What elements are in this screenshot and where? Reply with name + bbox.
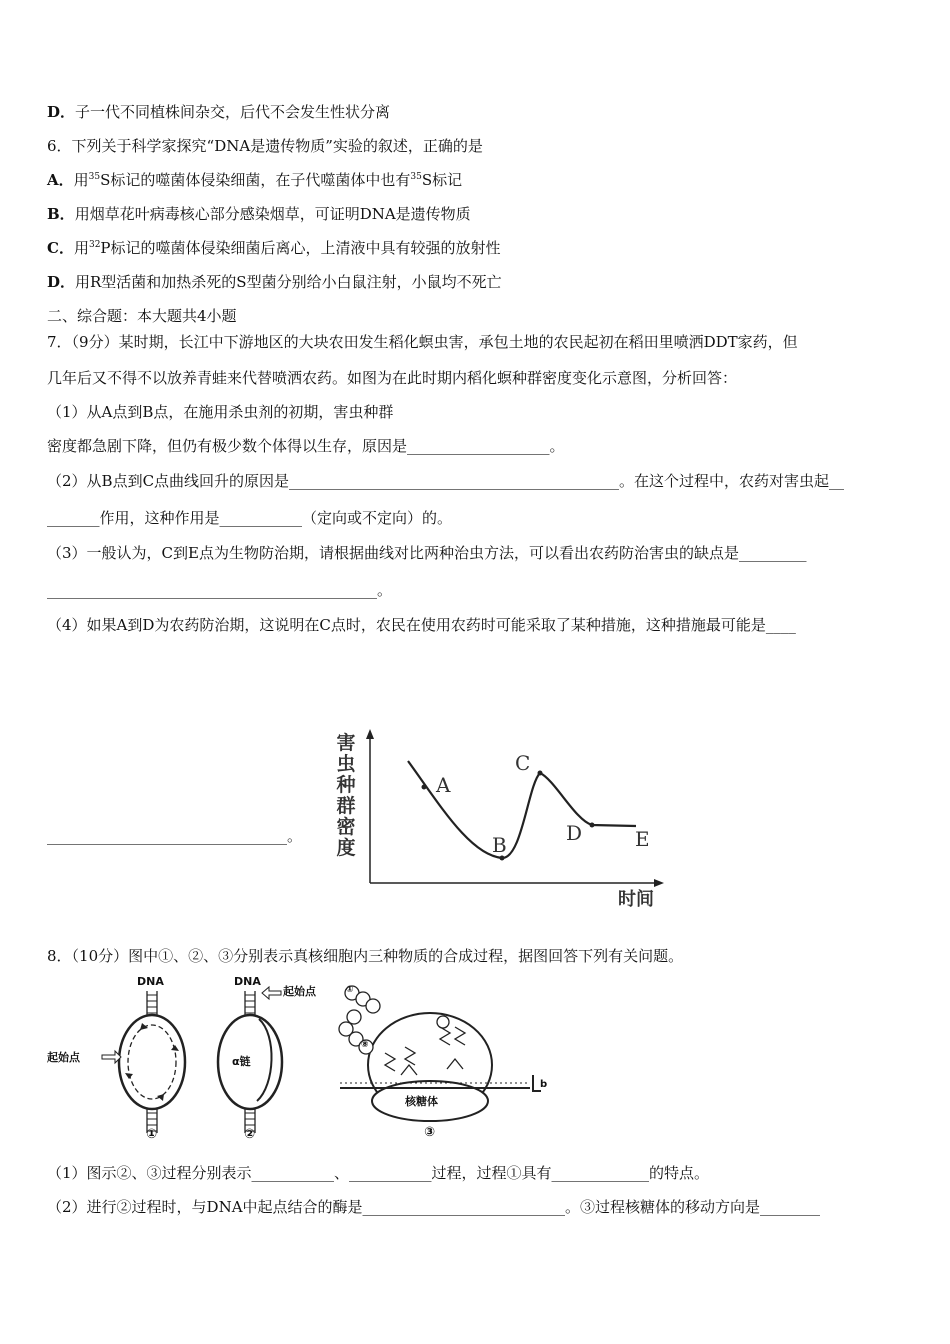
process-3-number: ③ bbox=[424, 1125, 436, 1140]
q6-option-d bbox=[47, 272, 502, 292]
ribosome-label: 核糖体 bbox=[405, 1095, 438, 1108]
synthesis-figure bbox=[45, 975, 555, 1145]
q6-option-a-pre: 用 bbox=[73, 171, 89, 189]
pest-density-graph bbox=[330, 725, 670, 910]
point-c-dot bbox=[538, 771, 543, 776]
q8-number: 8．（10分） bbox=[47, 947, 129, 965]
y-char-4: 群 bbox=[336, 795, 356, 817]
origin-label-right: 起始点 bbox=[283, 985, 316, 998]
point-b-label: B bbox=[492, 833, 507, 857]
q6-option-c-post: P标记的噬菌体侵染细菌后离心，上清液中具有较强的放射性 bbox=[100, 239, 501, 257]
y-axis-label bbox=[334, 733, 358, 859]
q8-part2: （2）进行②过程时，与DNA中起点结合的酶是___________________________。③过程核糖体的移动方向是________ bbox=[47, 1198, 821, 1216]
q7-part3-b: ____________________________________________。 bbox=[47, 581, 393, 599]
q6-option-a-label: A． bbox=[47, 171, 74, 189]
y-char-6: 度 bbox=[336, 837, 356, 859]
q7-part1-b: 密度都急剧下降，但仍有极少数个体得以生存，原因是___________________。 bbox=[47, 437, 565, 455]
point-d-label: D bbox=[566, 821, 583, 845]
x-axis-arrow bbox=[654, 879, 664, 887]
q6-option-b-label: B． bbox=[47, 205, 75, 223]
q7-stem-text-1: 某时期，长江中下游地区的大块农田发生稻化螟虫害，承包土地的农民起初在稻田里喷洒DDT家药，但 bbox=[118, 333, 798, 351]
point-d-dot bbox=[590, 823, 595, 828]
chain-circle-1: ① bbox=[346, 985, 354, 995]
q7-part4: （4）如果A到D为农药防治期，这说明在C点时，农民在使用农药时可能采取了某种措施，这种措施最可能是____ bbox=[47, 616, 796, 634]
q6-option-a-sup2: 35 bbox=[410, 172, 422, 182]
q6-option-c bbox=[47, 238, 501, 258]
q6-option-c-pre: 用 bbox=[73, 239, 89, 257]
process-2-number: ② bbox=[244, 1127, 256, 1142]
y-char-1: 害 bbox=[336, 732, 356, 754]
q6-option-d-label: D． bbox=[47, 273, 76, 291]
q5-option-d bbox=[47, 102, 390, 122]
q6-option-a bbox=[47, 170, 462, 190]
q7-stem-2: 几年后又不得不以放养青蛙来代替喷洒农药。如图为在此时期内稻化螟种群密度变化示意图，分析回答： bbox=[47, 369, 738, 387]
y-axis-arrow bbox=[366, 729, 374, 739]
q6-option-d-text: 用R型活菌和加热杀死的S型菌分别给小白鼠注射，小鼠均不死亡 bbox=[75, 273, 502, 291]
q6-option-c-sup: 32 bbox=[88, 240, 101, 250]
q6-option-b bbox=[47, 204, 471, 224]
chain-circle-8: ⑧ bbox=[361, 1040, 369, 1050]
replication-diagram bbox=[102, 991, 185, 1133]
point-e-label: E bbox=[635, 827, 650, 851]
q6-option-a-sup: 35 bbox=[88, 172, 101, 182]
q6-option-a-mid: S标记的噬菌体侵染细菌，在子代噬菌体中也有 bbox=[100, 171, 411, 189]
end-mark: b bbox=[540, 1079, 548, 1090]
q5-option-d-label: D． bbox=[47, 103, 76, 121]
process-1-number: ① bbox=[146, 1127, 158, 1142]
q5-option-d-text: 子一代不同植株间杂交，后代不会发生性状分离 bbox=[75, 103, 391, 121]
q6-option-a-post: S标记 bbox=[421, 171, 463, 189]
graph-svg bbox=[330, 725, 670, 910]
point-a-label: A bbox=[436, 773, 451, 797]
origin-label-left: 起始点 bbox=[47, 1051, 80, 1064]
point-c-label: C bbox=[515, 751, 531, 775]
q7-part2-a: （2）从B点到C点曲线回升的原因是____________________________________________。在这个过程中，农药对害虫起__ bbox=[47, 472, 845, 490]
q7-number: 7．（9分） bbox=[47, 333, 119, 351]
q7-stem-1 bbox=[47, 332, 798, 352]
q7-part3-a: （3）一般认为，C到E点为生物防治期，请根据曲线对比两种治虫方法，可以看出农药防治害虫的缺点是_________ bbox=[47, 544, 807, 562]
q7-part2-b: _______作用，这种作用是___________（定向或不定向）的。 bbox=[47, 509, 453, 527]
q6-stem: 6．下列关于科学家探究“DNA是遗传物质”实验的叙述，正确的是 bbox=[47, 137, 483, 155]
q8-part1: （1）图示②、③过程分别表示___________、___________过程，过程①具有_____________的特点。 bbox=[47, 1164, 710, 1182]
y-char-2: 虫 bbox=[336, 753, 356, 775]
point-a-dot bbox=[422, 785, 427, 790]
y-char-5: 密 bbox=[336, 816, 356, 838]
q8-stem-text: 图中①、②、③分别表示真核细胞内三种物质的合成过程，据图回答下列有关问题。 bbox=[128, 947, 684, 965]
q8-stem bbox=[47, 946, 683, 966]
dna-label-2: DNA bbox=[234, 975, 261, 988]
dna-label-1: DNA bbox=[137, 975, 164, 988]
section-heading: 二、综合题：本大题共4小题 bbox=[47, 307, 237, 325]
translation-diagram bbox=[339, 986, 541, 1121]
q7-part4-end: ________________________________。 bbox=[47, 827, 303, 845]
q7-part1-a: （1）从A点到B点，在施用杀虫剂的初期，害虫种群 bbox=[47, 403, 394, 421]
x-axis-label: 时间 bbox=[618, 889, 654, 910]
q6-option-b-text: 用烟草花叶病毒核心部分感染烟草，可证明DNA是遗传物质 bbox=[74, 205, 471, 223]
y-char-3: 种 bbox=[336, 774, 356, 796]
figure-svg bbox=[45, 975, 555, 1145]
q6-option-c-label: C． bbox=[47, 239, 74, 257]
alpha-chain-label: α链 bbox=[232, 1055, 251, 1068]
